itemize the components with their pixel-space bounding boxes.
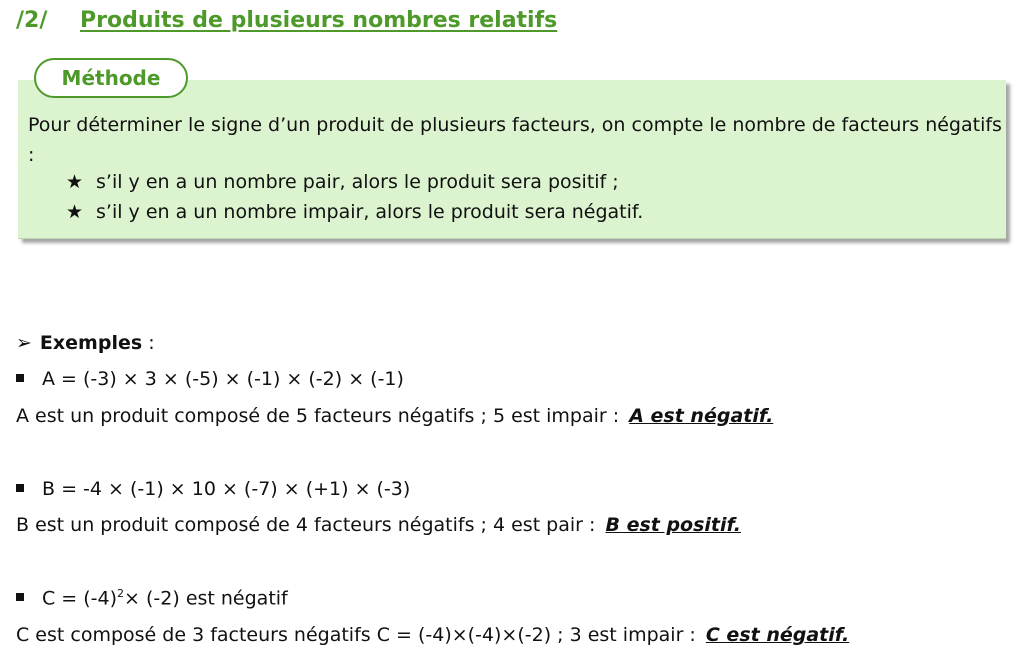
example-b-explanation: B est un produit composé de 4 facteurs négatifs ; 4 est pair : B est positif. bbox=[16, 514, 741, 536]
arrow-bullet-icon: ➢ bbox=[16, 332, 32, 354]
star-icon: ★ bbox=[66, 171, 84, 193]
method-bullet-even bbox=[66, 171, 619, 193]
square-bullet-icon bbox=[16, 374, 24, 382]
example-c-explanation: C est composé de 3 facteurs négatifs C = (-4)×(-4)×(-2) ; 3 est impair : C est négatif. bbox=[16, 624, 850, 646]
examples-colon: : bbox=[142, 332, 155, 354]
example-a-conclusion: A est négatif. bbox=[629, 405, 774, 427]
section-number: /2/ bbox=[16, 8, 48, 33]
example-b-conclusion: B est positif. bbox=[605, 514, 741, 536]
examples-label: Exemples bbox=[39, 332, 143, 354]
example-c-expression: $C = (-4)^2\times (-2)$ est négatif bbox=[16, 587, 288, 609]
example-b-expression: B = -4 × (-1) × 10 × (-7) × (+1) × (-3) bbox=[16, 478, 410, 500]
method-intro: Pour déterminer le signe d’un produit de plusieurs facteurs, on compte le nombre de facteurs négatifs : bbox=[28, 114, 1002, 166]
method-bullet-odd bbox=[66, 201, 643, 223]
method-bullet-text: s’il y en a un nombre impair, alors le produit sera négatif. bbox=[96, 201, 644, 223]
example-a-expression: A = (-3) × 3 × (-5) × (-1) × (-2) × (-1) bbox=[16, 368, 404, 390]
square-bullet-icon bbox=[16, 593, 24, 601]
example-c-conclusion: C est négatif. bbox=[705, 624, 850, 646]
square-bullet-icon bbox=[16, 484, 24, 492]
example-a-explanation: A est un produit composé de 5 facteurs négatifs ; 5 est impair : A est négatif. bbox=[16, 405, 774, 427]
method-bullet-text: s’il y en a un nombre pair, alors le produit sera positif ; bbox=[96, 171, 619, 193]
section-title: Produits de plusieurs nombres relatifs bbox=[80, 8, 558, 33]
star-icon: ★ bbox=[66, 201, 84, 223]
examples-header bbox=[16, 332, 155, 354]
method-tab: Méthode bbox=[34, 58, 188, 98]
section-heading bbox=[16, 8, 557, 33]
